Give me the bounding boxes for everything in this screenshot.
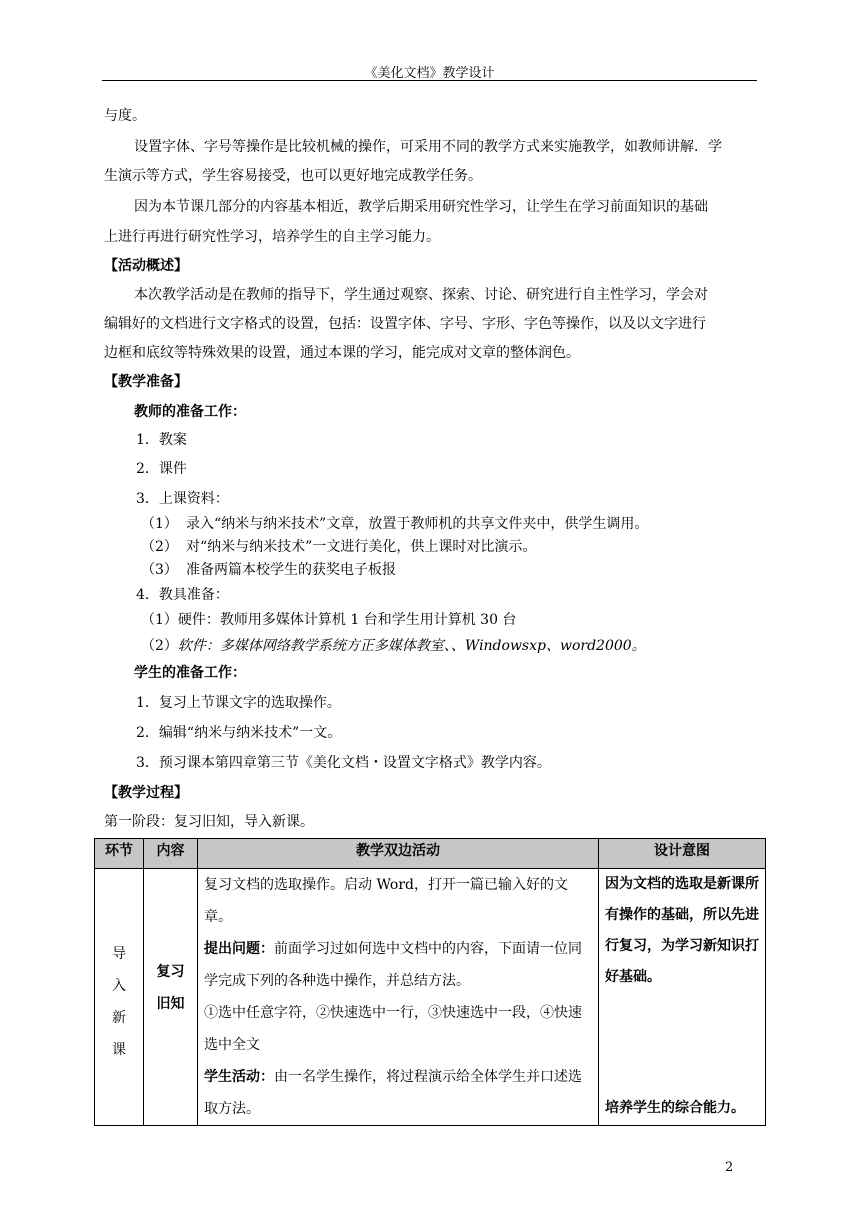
material-number: （2） [141, 539, 178, 555]
stage-char: 入 [112, 978, 126, 994]
paragraph-line: 生演示等方式，学生容易接受，也可以更好地完成教学任务。 [104, 168, 482, 184]
intent-text-bottom: 培养学生的综合能力。 [605, 1100, 745, 1116]
material-text: 录入“纳米与纳米技术”文章，放置于教师机的共享文件夹中，供学生调用。 [186, 516, 649, 532]
page-header-title: 《美化文档》教学设计 [364, 66, 495, 81]
list-item: 3．上课资料： [136, 491, 229, 507]
intro-line: 与度。 [104, 108, 146, 124]
table-header-row [95, 839, 766, 869]
paragraph-line: 因为本节课几部分的内容基本相近，教学后期采用研究性学习，让学生在学习前面知识的基础 [134, 199, 708, 215]
activity-text: 复习文档的选取操作。启动 Word，打开一篇已输入好的文章。 [204, 877, 568, 925]
stage-char: 课 [112, 1042, 126, 1058]
software-line [141, 636, 795, 656]
material-number: （1） [141, 516, 178, 532]
student-activity-block [204, 1061, 592, 1125]
paragraph-line: 本次教学活动是在教师的指导下，学生通过观察、探索、讨论、研究进行自主性学习，学会对 [134, 287, 708, 303]
paragraph-line: 上进行再进行研究性学习，培养学生的自主学习能力。 [104, 229, 440, 245]
col-header-stage: 环节 [95, 839, 144, 869]
intent-cell [599, 869, 766, 1126]
student-prep-title: 学生的准备工作： [134, 665, 246, 681]
list-item: 1．复习上节课文字的选取操作。 [136, 695, 341, 711]
content-cell [144, 869, 198, 1126]
col-header-content: 内容 [144, 839, 198, 869]
material-number: （3） [141, 562, 178, 578]
question-label: 提出问题： [204, 941, 274, 957]
teacher-prep-title: 教师的准备工作： [134, 404, 246, 420]
stage-cell [95, 869, 144, 1126]
student-activity-text: 由一名学生操作，将过程演示给全体学生并口述选取方法。 [204, 1069, 582, 1117]
software-text: 软件：多媒体网络教学系统 [177, 638, 346, 654]
software-list: 、、Windowsxp、word2000。 [443, 638, 646, 654]
section-heading-process: 【教学过程】 [104, 785, 188, 801]
col-header-activity: 教学双边活动 [198, 839, 599, 869]
list-item: 4．教具准备： [136, 587, 229, 603]
paragraph-line: 编辑好的文档进行文字格式的设置，包括：设置字体、字号、字形、字色等操作，以及以文字进行 [104, 316, 706, 332]
material-item [141, 537, 795, 557]
list-item: 1．教案 [136, 432, 187, 448]
software-name: 方正多媒体教室 [345, 638, 444, 654]
intent-text: 因为文档的选取是新课所有操作的基础，所以先进行复习，为学习新知识打好基础。 [605, 876, 759, 985]
material-text: 准备两篇本校学生的获奖电子板报 [186, 562, 396, 578]
question-block [204, 933, 592, 997]
options-text: ①选中任意字符，②快速选中一行，③快速选中一段，④快速选中全文 [204, 1005, 582, 1053]
section-heading-prep: 【教学准备】 [104, 374, 188, 390]
question-text: 前面学习过如何选中文档中的内容，下面请一位同学完成下列的各种选中操作，并总结方法。 [204, 941, 582, 989]
col-header-intent: 设计意图 [599, 839, 766, 869]
process-table [94, 838, 766, 1126]
activity-cell [198, 869, 599, 1126]
paragraph-line: 边框和底纹等特殊效果的设置，通过本课的学习，能完成对文章的整体润色。 [104, 345, 580, 361]
content-line: 复习 [156, 964, 185, 980]
stage-char: 导 [112, 946, 126, 962]
stage-label: 第一阶段：复习旧知，导入新课。 [104, 814, 314, 830]
list-item: 3．预习课本第四章第三节《美化文档・设置文字格式》教学内容。 [136, 755, 551, 771]
section-heading-overview: 【活动概述】 [104, 258, 188, 274]
table-row [95, 869, 766, 1126]
material-item [141, 514, 795, 534]
software-prefix: （2） [141, 638, 178, 654]
list-item: 2．编辑“纳米与纳米技术”一文。 [136, 725, 342, 741]
paragraph-line: 设置字体、字号等操作是比较机械的操作，可采用不同的教学方式来实施教学，如教师讲解．学 [134, 139, 722, 155]
header-rule [102, 80, 757, 81]
hardware-line: （1）硬件：教师用多媒体计算机 1 台和学生用计算机 30 台 [141, 612, 517, 628]
material-text: 对“纳米与纳米技术”一文进行美化，供上课时对比演示。 [186, 539, 537, 555]
stage-char: 新 [112, 1010, 126, 1026]
material-item [141, 560, 795, 580]
page-number: 2 [725, 1160, 734, 1175]
list-item: 2．课件 [136, 461, 187, 477]
content-line: 旧知 [156, 996, 185, 1012]
student-activity-label: 学生活动： [204, 1069, 274, 1085]
